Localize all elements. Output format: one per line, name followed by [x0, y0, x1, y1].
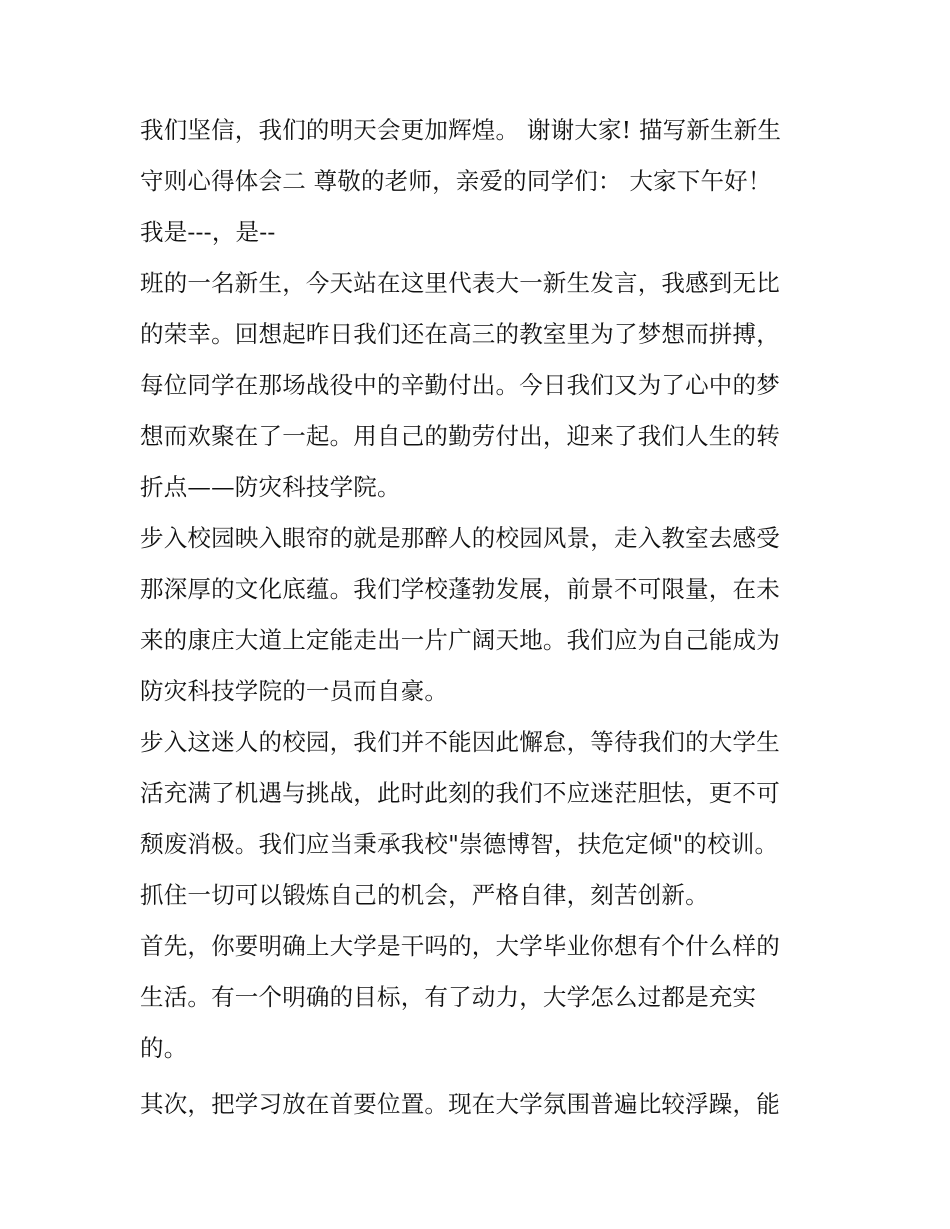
- text-line: 那深厚的文化底蕴。我们学校蓬勃发展，前景不可限量，在未: [140, 575, 780, 603]
- text-line: 的荣幸。回想起昨日我们还在高三的教室里为了梦想而拼搏，: [140, 320, 780, 348]
- text-line: 抓住一切可以锻炼自己的机会，严格自律，刻苦创新。: [140, 881, 709, 909]
- text-line: 来的康庄大道上定能走出一片广阔天地。我们应为自己能成为: [140, 626, 780, 654]
- text-line: 颓废消极。我们应当秉承我校"崇德博智，扶危定倾"的校训。: [140, 830, 779, 858]
- text-line: 步入这迷人的校园，我们并不能因此懈怠，等待我们的大学生: [140, 728, 780, 756]
- text-line: 步入校园映入眼帘的就是那醉人的校园风景，走入教室去感受: [140, 524, 780, 552]
- text-line: 守则心得体会二 尊敬的老师，亲爱的同学们： 大家下午好！: [140, 167, 772, 195]
- text-line: 每位同学在那场战役中的辛勤付出。今日我们又为了心中的梦: [140, 371, 780, 399]
- text-line: 防灾科技学院的一员而自豪。: [140, 677, 449, 705]
- text-line: 我们坚信，我们的明天会更加辉煌。 谢谢大家! 描写新生新生: [140, 116, 782, 144]
- document-body: [140, 110, 820, 1135]
- text-line: 首先，你要明确上大学是干吗的，大学毕业你想有个什么样的: [140, 932, 780, 960]
- text-line: 的。: [140, 1034, 188, 1062]
- text-line: 班的一名新生，今天站在这里代表大一新生发言，我感到无比: [140, 269, 780, 297]
- text-line: 活充满了机遇与挑战，此时此刻的我们不应迷茫胆怯，更不可: [140, 779, 780, 807]
- text-line: 其次，把学习放在首要位置。现在大学氛围普遍比较浮躁，能: [140, 1090, 780, 1118]
- text-line: 想而欢聚在了一起。用自己的勤劳付出，迎来了我们人生的转: [140, 422, 780, 450]
- text-line: 我是---，是--: [140, 218, 276, 246]
- text-line: 生活。有一个明确的目标，有了动力，大学怎么过都是充实: [140, 983, 757, 1011]
- text-line: 折点——防灾科技学院。: [140, 473, 401, 501]
